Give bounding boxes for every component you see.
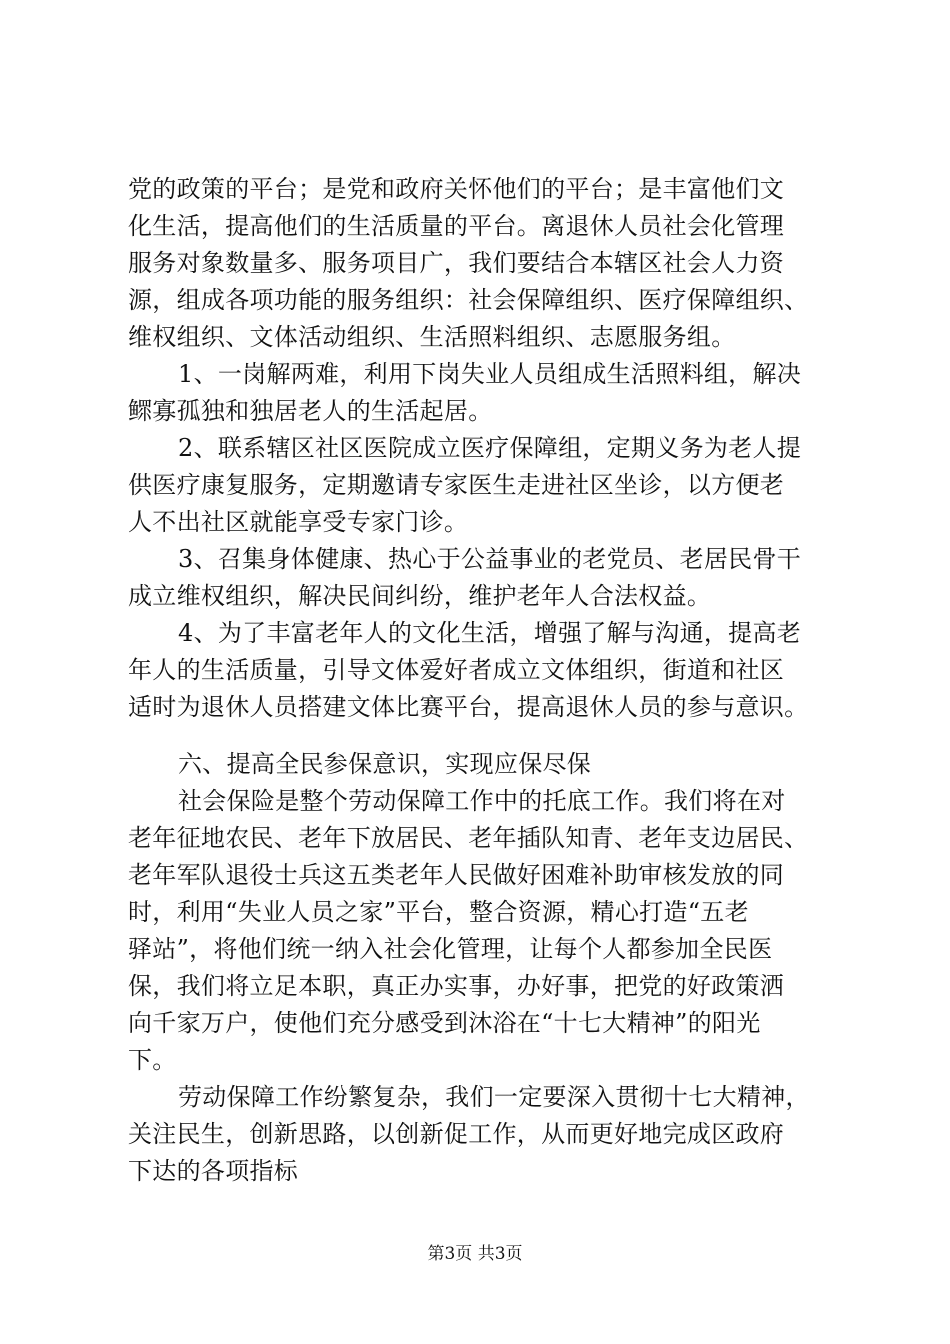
list-item-2-line: 2、联系辖区社区医院成立医疗保障组，定期义务为老人提 [178, 434, 802, 462]
paragraph-line: 老年军队退役士兵这五类老年人民做好困难补助审核发放的同 [128, 861, 785, 889]
paragraph-line: 下达的各项指标 [128, 1157, 299, 1185]
list-item-4-line: 4、为了丰富老年人的文化生活，增强了解与沟通，提高老 [178, 619, 802, 647]
list-item-4-line: 年人的生活质量，引导文体爱好者成立文体组织，街道和社区 [128, 656, 785, 684]
text-line: 化生活，提高他们的生活质量的平台。离退休人员社会化管理 [128, 212, 785, 240]
text-line: 党的政策的平台；是党和政府关怀他们的平台；是丰富他们文 [128, 175, 785, 203]
paragraph-line: 驿站”，将他们统一纳入社会化管理，让每个人都参加全民医 [128, 935, 773, 963]
paragraph-line: 向千家万户，使他们充分感受到沐浴在“十七大精神”的阳光 [128, 1009, 761, 1037]
paragraph-line: 关注民生，创新思路，以创新促工作，从而更好地完成区政府 [128, 1120, 785, 1148]
list-item-2-line: 供医疗康复服务，定期邀请专家医生走进社区坐诊，以方便老 [128, 471, 785, 499]
paragraph-line: 保，我们将立足本职，真正办实事，办好事，把党的好政策洒 [128, 972, 785, 1000]
list-item-2-line: 人不出社区就能享受专家门诊。 [128, 508, 469, 536]
paragraph-line: 老年征地农民、老年下放居民、老年插队知青、老年支边居民、 [128, 824, 809, 852]
list-item-3-line: 3、召集身体健康、热心于公益事业的老党员、老居民骨干 [178, 545, 802, 573]
paragraph-line: 下。 [128, 1046, 177, 1074]
paragraph-line: 劳动保障工作纷繁复杂，我们一定要深入贯彻十七大精神， [178, 1083, 810, 1111]
list-item-1-line: 1、一岗解两难，利用下岗失业人员组成生活照料组，解决 [178, 360, 802, 388]
section-heading: 六、提高全民参保意识，实现应保尽保 [178, 750, 592, 778]
text-line: 服务对象数量多、服务项目广，我们要结合本辖区社会人力资 [128, 249, 785, 277]
paragraph-line: 社会保险是整个劳动保障工作中的托底工作。我们将在对 [178, 787, 786, 815]
list-item-4-line: 适时为退休人员搭建文体比赛平台，提高退休人员的参与意识。 [128, 693, 809, 721]
page-number-footer: 第3页 共3页 [427, 1244, 523, 1264]
text-line: 维权组织、文体活动组织、生活照料组织、志愿服务组。 [128, 323, 736, 351]
list-item-1-line: 鳏寡孤独和独居老人的生活起居。 [128, 397, 493, 425]
paragraph-line: 时，利用“失业人员之家”平台，整合资源，精心打造“五老 [128, 898, 749, 926]
document-body [128, 171, 858, 1190]
list-item-3-line: 成立维权组织，解决民间纠纷，维护老年人合法权益。 [128, 582, 712, 610]
text-line: 源，组成各项功能的服务组织：社会保障组织、医疗保障组织、 [128, 286, 809, 314]
